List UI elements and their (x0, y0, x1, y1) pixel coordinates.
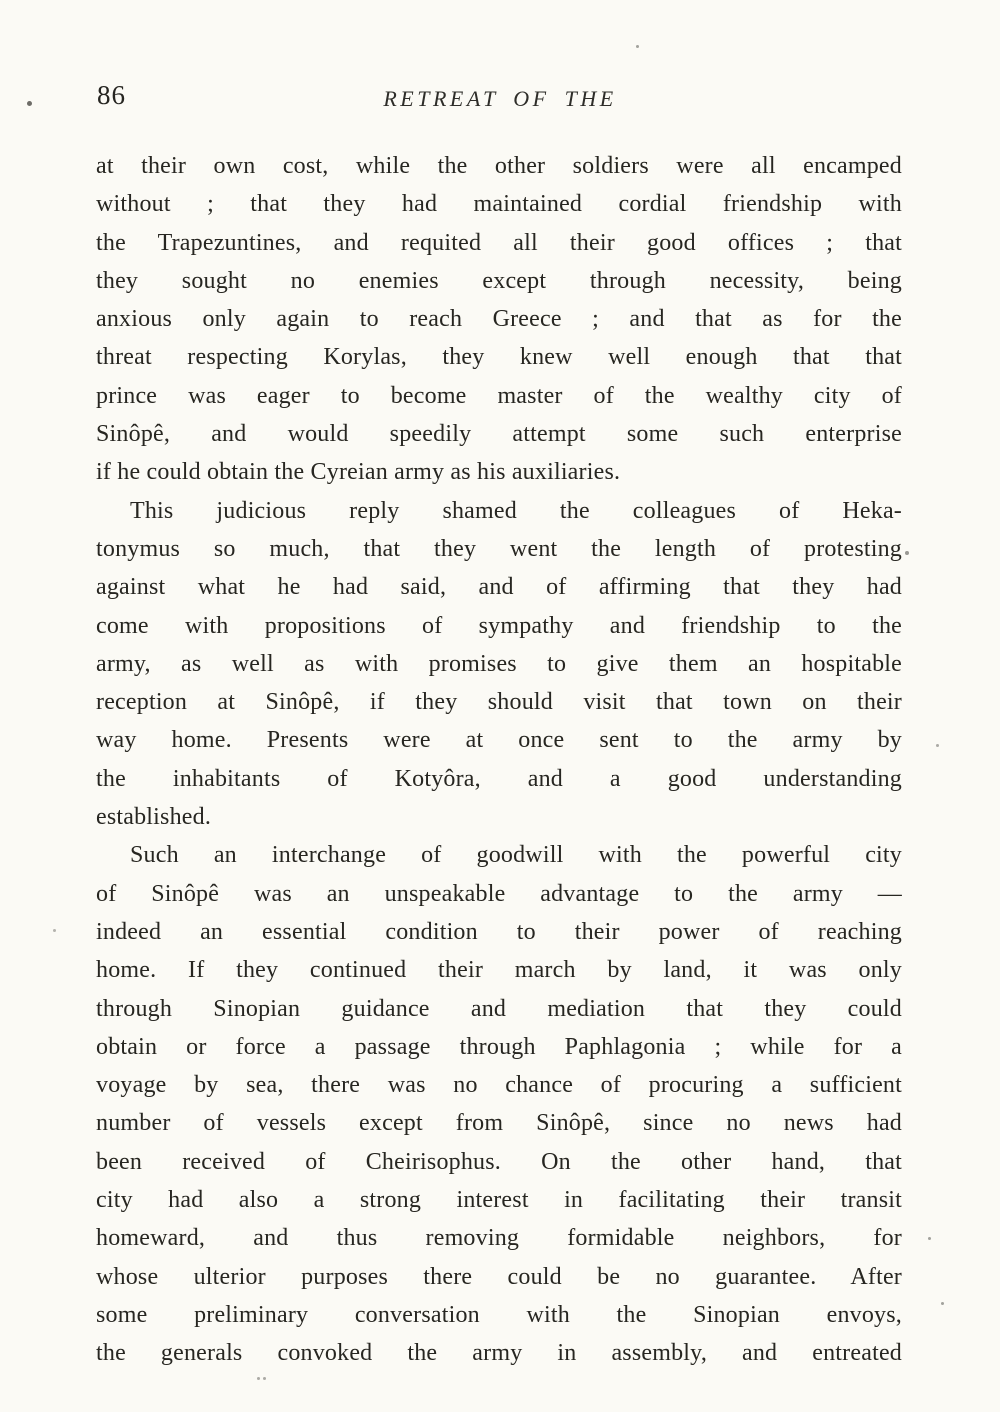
scan-artifact (263, 1377, 266, 1380)
text-line: the generals convoked the army in assembly, and entreated (96, 1340, 902, 1367)
text-line: voyage by sea, there was no chance of procuring a sufficient (96, 1072, 902, 1099)
scan-artifact (636, 45, 639, 48)
text-line: the inhabitants of Kotyôra, and a good understanding (96, 765, 902, 792)
page-number: 86 (97, 80, 126, 110)
scan-artifact (936, 744, 939, 747)
text-line: some preliminary conversation with the Sinopian envoys, (96, 1301, 902, 1328)
text-line: reception at Sinôpê, if they should visit that town on their (96, 689, 902, 716)
text-line: been received of Cheirisophus. On the other hand, that (96, 1148, 902, 1175)
scan-artifact (928, 1237, 931, 1240)
paragraph (96, 147, 902, 492)
scan-artifact (257, 1377, 260, 1380)
scan-artifact (905, 551, 909, 555)
text-line: the Trapezuntines, and requited all their good offices ; that (96, 229, 902, 256)
text-line: Such an interchange of goodwill with the powerful city (130, 842, 902, 869)
scan-artifact (27, 101, 32, 106)
text-line: way home. Presents were at once sent to the army by (96, 727, 902, 754)
text-line: city had also a strong interest in facilitating their transit (96, 1187, 902, 1214)
text-line: homeward, and thus removing formidable neighbors, for (96, 1225, 902, 1252)
text-line: whose ulterior purposes there could be no guarantee. After (96, 1263, 902, 1290)
paragraph (96, 492, 902, 837)
body-text (96, 147, 902, 1373)
text-line: at their own cost, while the other soldiers were all encamped (96, 153, 902, 179)
text-line: of Sinôpê was an unspeakable advantage to the army — (96, 880, 902, 907)
text-line: tonymus so much, that they went the length of protesting (96, 535, 902, 562)
scan-artifact (53, 929, 56, 932)
text-line: Sinôpê, and would speedily attempt some such enterprise (96, 421, 902, 448)
text-line: threat respecting Korylas, they knew well enough that that (96, 344, 902, 371)
text-line: number of vessels except from Sinôpê, since no news had (96, 1110, 902, 1137)
text-line: This judicious reply shamed the colleagues of Heka- (130, 497, 902, 524)
text-line: they sought no enemies except through necessity, being (96, 267, 902, 294)
text-line: come with propositions of sympathy and friendship to the (96, 612, 902, 639)
text-line: obtain or force a passage through Paphlagonia ; while for a (96, 1033, 902, 1060)
text-line: indeed an essential condition to their power of reaching (96, 918, 902, 945)
text-line: anxious only again to reach Greece ; and that as for the (96, 306, 902, 333)
running-title: RETREAT OF THE (383, 86, 617, 111)
text-line: established. (96, 804, 212, 831)
text-line: against what he had said, and of affirming that they had (96, 574, 902, 601)
text-line: home. If they continued their march by land, it was only (96, 957, 902, 984)
scan-artifact (941, 1302, 944, 1305)
text-line: prince was eager to become master of the wealthy city of (96, 382, 902, 409)
text-line: if he could obtain the Cyreian army as his auxiliaries. (96, 459, 621, 486)
text-line: army, as well as with promises to give them an hospitable (96, 650, 902, 677)
text-line: through Sinopian guidance and mediation that they could (96, 995, 902, 1022)
text-line: without ; that they had maintained cordial friendship with (96, 191, 902, 218)
paragraph (96, 836, 902, 1372)
